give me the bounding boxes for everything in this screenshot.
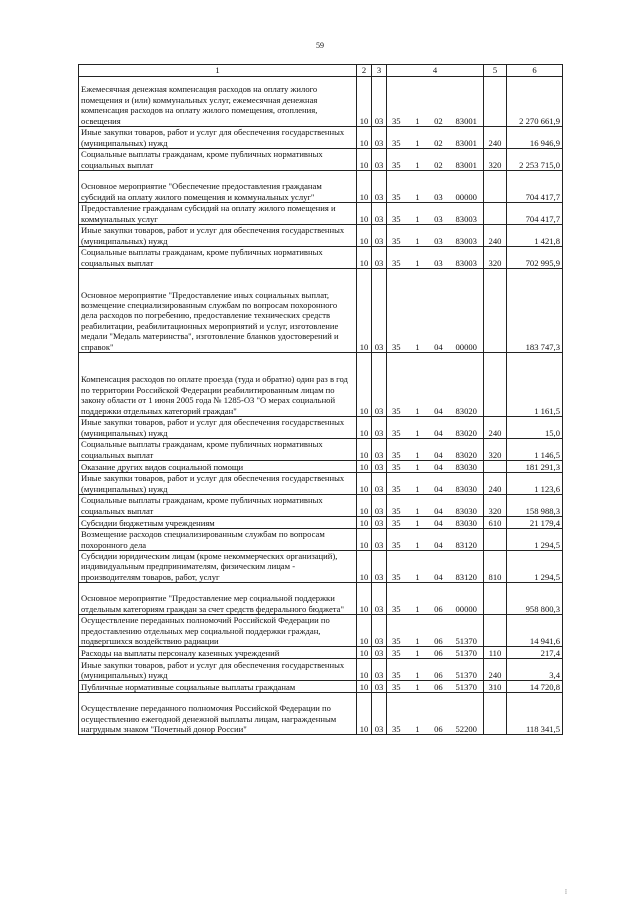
amount: 1 161,5 xyxy=(507,353,563,417)
activity-code: 02 xyxy=(434,159,443,170)
direction-code: 83001 xyxy=(455,137,477,148)
target-article-code xyxy=(387,473,484,495)
target-article-code xyxy=(387,225,484,247)
expense-type-code: 320 xyxy=(484,149,507,171)
target-article-code xyxy=(387,583,484,615)
direction-code: 83003 xyxy=(455,257,477,268)
activity-code: 04 xyxy=(434,449,443,460)
budget-table xyxy=(78,64,563,735)
subprogram-code: 1 xyxy=(415,213,420,224)
program-code: 35 xyxy=(392,235,401,246)
subsection-code: 03 xyxy=(372,529,387,551)
amount: 2 270 661,9 xyxy=(507,77,563,127)
target-article-code xyxy=(387,495,484,517)
subprogram-code: 1 xyxy=(415,461,420,472)
program-code: 35 xyxy=(392,539,401,550)
subprogram-code: 1 xyxy=(415,405,420,416)
table-row xyxy=(79,647,563,659)
subprogram-code: 1 xyxy=(415,341,420,352)
target-article-code xyxy=(387,77,484,127)
target-article-code xyxy=(387,149,484,171)
subprogram-code: 1 xyxy=(415,603,420,614)
activity-code: 06 xyxy=(434,670,443,681)
amount: 1 294,5 xyxy=(507,551,563,583)
expense-type-code xyxy=(484,171,507,203)
section-code: 10 xyxy=(357,681,372,693)
direction-code: 83001 xyxy=(455,159,477,170)
program-code: 35 xyxy=(392,137,401,148)
row-description: Оказание других видов социальной помощи xyxy=(79,461,357,473)
target-article-code xyxy=(387,551,484,583)
section-code: 10 xyxy=(357,127,372,149)
subsection-code: 03 xyxy=(372,203,387,225)
program-code: 35 xyxy=(392,191,401,202)
header-col-2: 2 xyxy=(357,65,372,77)
subsection-code: 03 xyxy=(372,269,387,353)
direction-code: 83020 xyxy=(455,405,477,416)
table-row xyxy=(79,203,563,225)
table-body xyxy=(79,77,563,735)
direction-code: 52200 xyxy=(455,724,477,735)
row-description: Иные закупки товаров, работ и услуг для обеспечения государственных (муниципальных) нужд xyxy=(79,225,357,247)
activity-code: 02 xyxy=(434,115,443,126)
section-code: 10 xyxy=(357,647,372,659)
subsection-code: 03 xyxy=(372,77,387,127)
activity-code: 04 xyxy=(434,341,443,352)
amount: 183 747,3 xyxy=(507,269,563,353)
row-description: Социальные выплаты гражданам, кроме публичных нормативных социальных выплат xyxy=(79,495,357,517)
activity-code: 06 xyxy=(434,724,443,735)
subprogram-code: 1 xyxy=(415,571,420,582)
target-article-code xyxy=(387,461,484,473)
expense-type-code: 240 xyxy=(484,127,507,149)
direction-code: 83001 xyxy=(455,115,477,126)
expense-type-code xyxy=(484,203,507,225)
section-code: 10 xyxy=(357,417,372,439)
table-row xyxy=(79,517,563,529)
amount: 14 941,6 xyxy=(507,615,563,647)
expense-type-code: 240 xyxy=(484,225,507,247)
program-code: 35 xyxy=(392,571,401,582)
amount: 14 720,8 xyxy=(507,681,563,693)
activity-code: 04 xyxy=(434,517,443,528)
table-row xyxy=(79,551,563,583)
table-row xyxy=(79,127,563,149)
table-row xyxy=(79,583,563,615)
section-code: 10 xyxy=(357,269,372,353)
amount: 958 800,3 xyxy=(507,583,563,615)
row-description: Иные закупки товаров, работ и услуг для обеспечения государственных (муниципальных) нужд xyxy=(79,659,357,681)
table-row xyxy=(79,495,563,517)
row-description: Иные закупки товаров, работ и услуг для обеспечения государственных (муниципальных) нужд xyxy=(79,417,357,439)
amount: 1 146,5 xyxy=(507,439,563,461)
activity-code: 04 xyxy=(434,483,443,494)
section-code: 10 xyxy=(357,225,372,247)
expense-type-code: 610 xyxy=(484,517,507,529)
section-code: 10 xyxy=(357,171,372,203)
expense-type-code xyxy=(484,353,507,417)
subsection-code: 03 xyxy=(372,439,387,461)
header-col-5: 5 xyxy=(484,65,507,77)
amount: 1 123,6 xyxy=(507,473,563,495)
amount: 15,0 xyxy=(507,417,563,439)
subsection-code: 03 xyxy=(372,247,387,269)
activity-code: 03 xyxy=(434,235,443,246)
row-description: Социальные выплаты гражданам, кроме публичных нормативных социальных выплат xyxy=(79,247,357,269)
subprogram-code: 1 xyxy=(415,670,420,681)
target-article-code xyxy=(387,529,484,551)
activity-code: 04 xyxy=(434,505,443,516)
amount: 2 253 715,0 xyxy=(507,149,563,171)
subprogram-code: 1 xyxy=(415,191,420,202)
activity-code: 06 xyxy=(434,603,443,614)
page-number: 59 xyxy=(316,41,324,50)
target-article-code xyxy=(387,203,484,225)
row-description: Публичные нормативные социальные выплаты гражданам xyxy=(79,681,357,693)
section-code: 10 xyxy=(357,583,372,615)
program-code: 35 xyxy=(392,461,401,472)
program-code: 35 xyxy=(392,159,401,170)
table-row xyxy=(79,681,563,693)
target-article-code xyxy=(387,681,484,693)
row-description: Иные закупки товаров, работ и услуг для обеспечения государственных (муниципальных) нужд xyxy=(79,127,357,149)
activity-code: 06 xyxy=(434,636,443,647)
row-description: Субсидии юридическим лицам (кроме некоммерческих организаций), индивидуальным предпринимателям, физическим лицам - производителям товаров, работ, услуг xyxy=(79,551,357,583)
subprogram-code: 1 xyxy=(415,159,420,170)
direction-code: 83020 xyxy=(455,427,477,438)
amount: 21 179,4 xyxy=(507,517,563,529)
activity-code: 03 xyxy=(434,257,443,268)
subsection-code: 03 xyxy=(372,583,387,615)
subprogram-code: 1 xyxy=(415,257,420,268)
amount: 118 341,5 xyxy=(507,693,563,735)
section-code: 10 xyxy=(357,247,372,269)
row-description: Ежемесячная денежная компенсация расходов на оплату жилого помещения и (или) коммунальных услуг, ежемесячная денежная компенсация расходов на оплату жилого помещения, отопления, освещения xyxy=(79,77,357,127)
section-code: 10 xyxy=(357,353,372,417)
section-code: 10 xyxy=(357,495,372,517)
direction-code: 00000 xyxy=(455,603,477,614)
program-code: 35 xyxy=(392,213,401,224)
activity-code: 03 xyxy=(434,213,443,224)
section-code: 10 xyxy=(357,473,372,495)
program-code: 35 xyxy=(392,603,401,614)
target-article-code xyxy=(387,647,484,659)
program-code: 35 xyxy=(392,724,401,735)
table-row xyxy=(79,615,563,647)
table-row xyxy=(79,353,563,417)
subsection-code: 03 xyxy=(372,681,387,693)
expense-type-code: 810 xyxy=(484,551,507,583)
direction-code: 00000 xyxy=(455,191,477,202)
subprogram-code: 1 xyxy=(415,724,420,735)
subsection-code: 03 xyxy=(372,461,387,473)
subsection-code: 03 xyxy=(372,225,387,247)
expense-type-code xyxy=(484,529,507,551)
amount: 217,4 xyxy=(507,647,563,659)
table-row xyxy=(79,149,563,171)
activity-code: 06 xyxy=(434,648,443,659)
program-code: 35 xyxy=(392,636,401,647)
section-code: 10 xyxy=(357,461,372,473)
section-code: 10 xyxy=(357,439,372,461)
table-header-row xyxy=(79,65,563,77)
amount: 1 294,5 xyxy=(507,529,563,551)
activity-code: 04 xyxy=(434,427,443,438)
subsection-code: 03 xyxy=(372,149,387,171)
direction-code: 83003 xyxy=(455,235,477,246)
target-article-code xyxy=(387,127,484,149)
subsection-code: 03 xyxy=(372,615,387,647)
program-code: 35 xyxy=(392,648,401,659)
header-col-1: 1 xyxy=(79,65,357,77)
table-row xyxy=(79,473,563,495)
subprogram-code: 1 xyxy=(415,682,420,693)
subprogram-code: 1 xyxy=(415,235,420,246)
activity-code: 03 xyxy=(434,191,443,202)
subsection-code: 03 xyxy=(372,127,387,149)
target-article-code xyxy=(387,615,484,647)
row-description: Иные закупки товаров, работ и услуг для обеспечения государственных (муниципальных) нужд xyxy=(79,473,357,495)
amount: 704 417,7 xyxy=(507,171,563,203)
expense-type-code: 240 xyxy=(484,417,507,439)
amount: 704 417,7 xyxy=(507,203,563,225)
header-col-4: 4 xyxy=(387,65,484,77)
amount: 3,4 xyxy=(507,659,563,681)
section-code: 10 xyxy=(357,659,372,681)
expense-type-code xyxy=(484,461,507,473)
row-description: Основное мероприятие "Предоставление иных социальных выплат, возмещение специализированным службам по вопросам похоронного дела расходов по погребению, предоставление технических средств реабилитации, реабилитационных мероприятий и услуг, изготовление медали "Медаль материнства", изготовление бланков удостоверений и справок" xyxy=(79,269,357,353)
activity-code: 02 xyxy=(434,137,443,148)
section-code: 10 xyxy=(357,551,372,583)
expense-type-code xyxy=(484,269,507,353)
direction-code: 51370 xyxy=(455,682,477,693)
section-code: 10 xyxy=(357,529,372,551)
row-description: Осуществление переданного полномочия Российской Федерации по осуществлению ежегодной денежной выплаты лицам, награжденным нагрудным знаком "Почетный донор России" xyxy=(79,693,357,735)
target-article-code xyxy=(387,693,484,735)
direction-code: 83120 xyxy=(455,539,477,550)
program-code: 35 xyxy=(392,449,401,460)
table-row xyxy=(79,269,563,353)
subprogram-code: 1 xyxy=(415,648,420,659)
activity-code: 06 xyxy=(434,682,443,693)
direction-code: 83030 xyxy=(455,483,477,494)
subsection-code: 03 xyxy=(372,693,387,735)
subsection-code: 03 xyxy=(372,551,387,583)
amount: 158 988,3 xyxy=(507,495,563,517)
target-article-code xyxy=(387,417,484,439)
direction-code: 00000 xyxy=(455,341,477,352)
expense-type-code xyxy=(484,693,507,735)
target-article-code xyxy=(387,659,484,681)
expense-type-code: 240 xyxy=(484,659,507,681)
expense-type-code xyxy=(484,77,507,127)
direction-code: 83030 xyxy=(455,461,477,472)
row-description: Социальные выплаты гражданам, кроме публичных нормативных социальных выплат xyxy=(79,149,357,171)
subprogram-code: 1 xyxy=(415,636,420,647)
expense-type-code: 310 xyxy=(484,681,507,693)
target-article-code xyxy=(387,439,484,461)
section-code: 10 xyxy=(357,203,372,225)
program-code: 35 xyxy=(392,483,401,494)
target-article-code xyxy=(387,247,484,269)
corner-tick-mark: ⁞ xyxy=(565,888,567,896)
row-description: Основное мероприятие "Предоставление мер социальной поддержки отдельным категориям граждан за счет средств федерального бюджета" xyxy=(79,583,357,615)
subsection-code: 03 xyxy=(372,495,387,517)
program-code: 35 xyxy=(392,517,401,528)
activity-code: 04 xyxy=(434,461,443,472)
subsection-code: 03 xyxy=(372,417,387,439)
program-code: 35 xyxy=(392,505,401,516)
row-description: Осуществление переданных полномочий Российской Федерации по предоставлению отдельных мер социальной поддержки граждан, подвергшихся воздействию радиации xyxy=(79,615,357,647)
subprogram-code: 1 xyxy=(415,449,420,460)
direction-code: 83030 xyxy=(455,505,477,516)
direction-code: 83030 xyxy=(455,517,477,528)
program-code: 35 xyxy=(392,115,401,126)
expense-type-code: 110 xyxy=(484,647,507,659)
table-row xyxy=(79,417,563,439)
row-description: Основное мероприятие "Обеспечение предоставления гражданам субсидий на оплату жилого помещения и коммунальных услуг" xyxy=(79,171,357,203)
subprogram-code: 1 xyxy=(415,539,420,550)
program-code: 35 xyxy=(392,341,401,352)
row-description: Расходы на выплаты персоналу казенных учреждений xyxy=(79,647,357,659)
subsection-code: 03 xyxy=(372,517,387,529)
program-code: 35 xyxy=(392,682,401,693)
header-col-6: 6 xyxy=(507,65,563,77)
table-row xyxy=(79,529,563,551)
table-row xyxy=(79,439,563,461)
row-description: Социальные выплаты гражданам, кроме публичных нормативных социальных выплат xyxy=(79,439,357,461)
direction-code: 51370 xyxy=(455,636,477,647)
table-row xyxy=(79,171,563,203)
subsection-code: 03 xyxy=(372,171,387,203)
table-row xyxy=(79,659,563,681)
section-code: 10 xyxy=(357,149,372,171)
direction-code: 51370 xyxy=(455,648,477,659)
target-article-code xyxy=(387,269,484,353)
section-code: 10 xyxy=(357,693,372,735)
program-code: 35 xyxy=(392,405,401,416)
program-code: 35 xyxy=(392,427,401,438)
program-code: 35 xyxy=(392,670,401,681)
expense-type-code: 320 xyxy=(484,439,507,461)
subprogram-code: 1 xyxy=(415,505,420,516)
subprogram-code: 1 xyxy=(415,137,420,148)
expense-type-code xyxy=(484,615,507,647)
program-code: 35 xyxy=(392,257,401,268)
subsection-code: 03 xyxy=(372,353,387,417)
target-article-code xyxy=(387,171,484,203)
table-row xyxy=(79,693,563,735)
direction-code: 83020 xyxy=(455,449,477,460)
table-row xyxy=(79,77,563,127)
subprogram-code: 1 xyxy=(415,483,420,494)
row-description: Субсидии бюджетным учреждениям xyxy=(79,517,357,529)
subsection-code: 03 xyxy=(372,647,387,659)
subprogram-code: 1 xyxy=(415,115,420,126)
activity-code: 04 xyxy=(434,571,443,582)
expense-type-code: 320 xyxy=(484,495,507,517)
header-col-3: 3 xyxy=(372,65,387,77)
expense-type-code: 240 xyxy=(484,473,507,495)
table-row xyxy=(79,247,563,269)
direction-code: 83003 xyxy=(455,213,477,224)
row-description: Возмещение расходов специализированным службам по вопросам похоронного дела xyxy=(79,529,357,551)
expense-type-code xyxy=(484,583,507,615)
amount: 702 995,9 xyxy=(507,247,563,269)
activity-code: 04 xyxy=(434,539,443,550)
subprogram-code: 1 xyxy=(415,517,420,528)
target-article-code xyxy=(387,517,484,529)
row-description: Предоставление гражданам субсидий на оплату жилого помещения и коммунальных услуг xyxy=(79,203,357,225)
amount: 181 291,3 xyxy=(507,461,563,473)
amount: 16 946,9 xyxy=(507,127,563,149)
subsection-code: 03 xyxy=(372,659,387,681)
section-code: 10 xyxy=(357,615,372,647)
subsection-code: 03 xyxy=(372,473,387,495)
table-row xyxy=(79,225,563,247)
direction-code: 51370 xyxy=(455,670,477,681)
subprogram-code: 1 xyxy=(415,427,420,438)
section-code: 10 xyxy=(357,77,372,127)
row-description: Компенсация расходов по оплате проезда (туда и обратно) один раз в год по территории Российской Федерации реабилитированным лицам по закону области от 1 июня 2005 года № 1285-ОЗ "О мерах социальной поддержки отдельных категорий граждан" xyxy=(79,353,357,417)
table-row xyxy=(79,461,563,473)
section-code: 10 xyxy=(357,517,372,529)
activity-code: 04 xyxy=(434,405,443,416)
direction-code: 83120 xyxy=(455,571,477,582)
target-article-code xyxy=(387,353,484,417)
expense-type-code: 320 xyxy=(484,247,507,269)
amount: 1 421,8 xyxy=(507,225,563,247)
